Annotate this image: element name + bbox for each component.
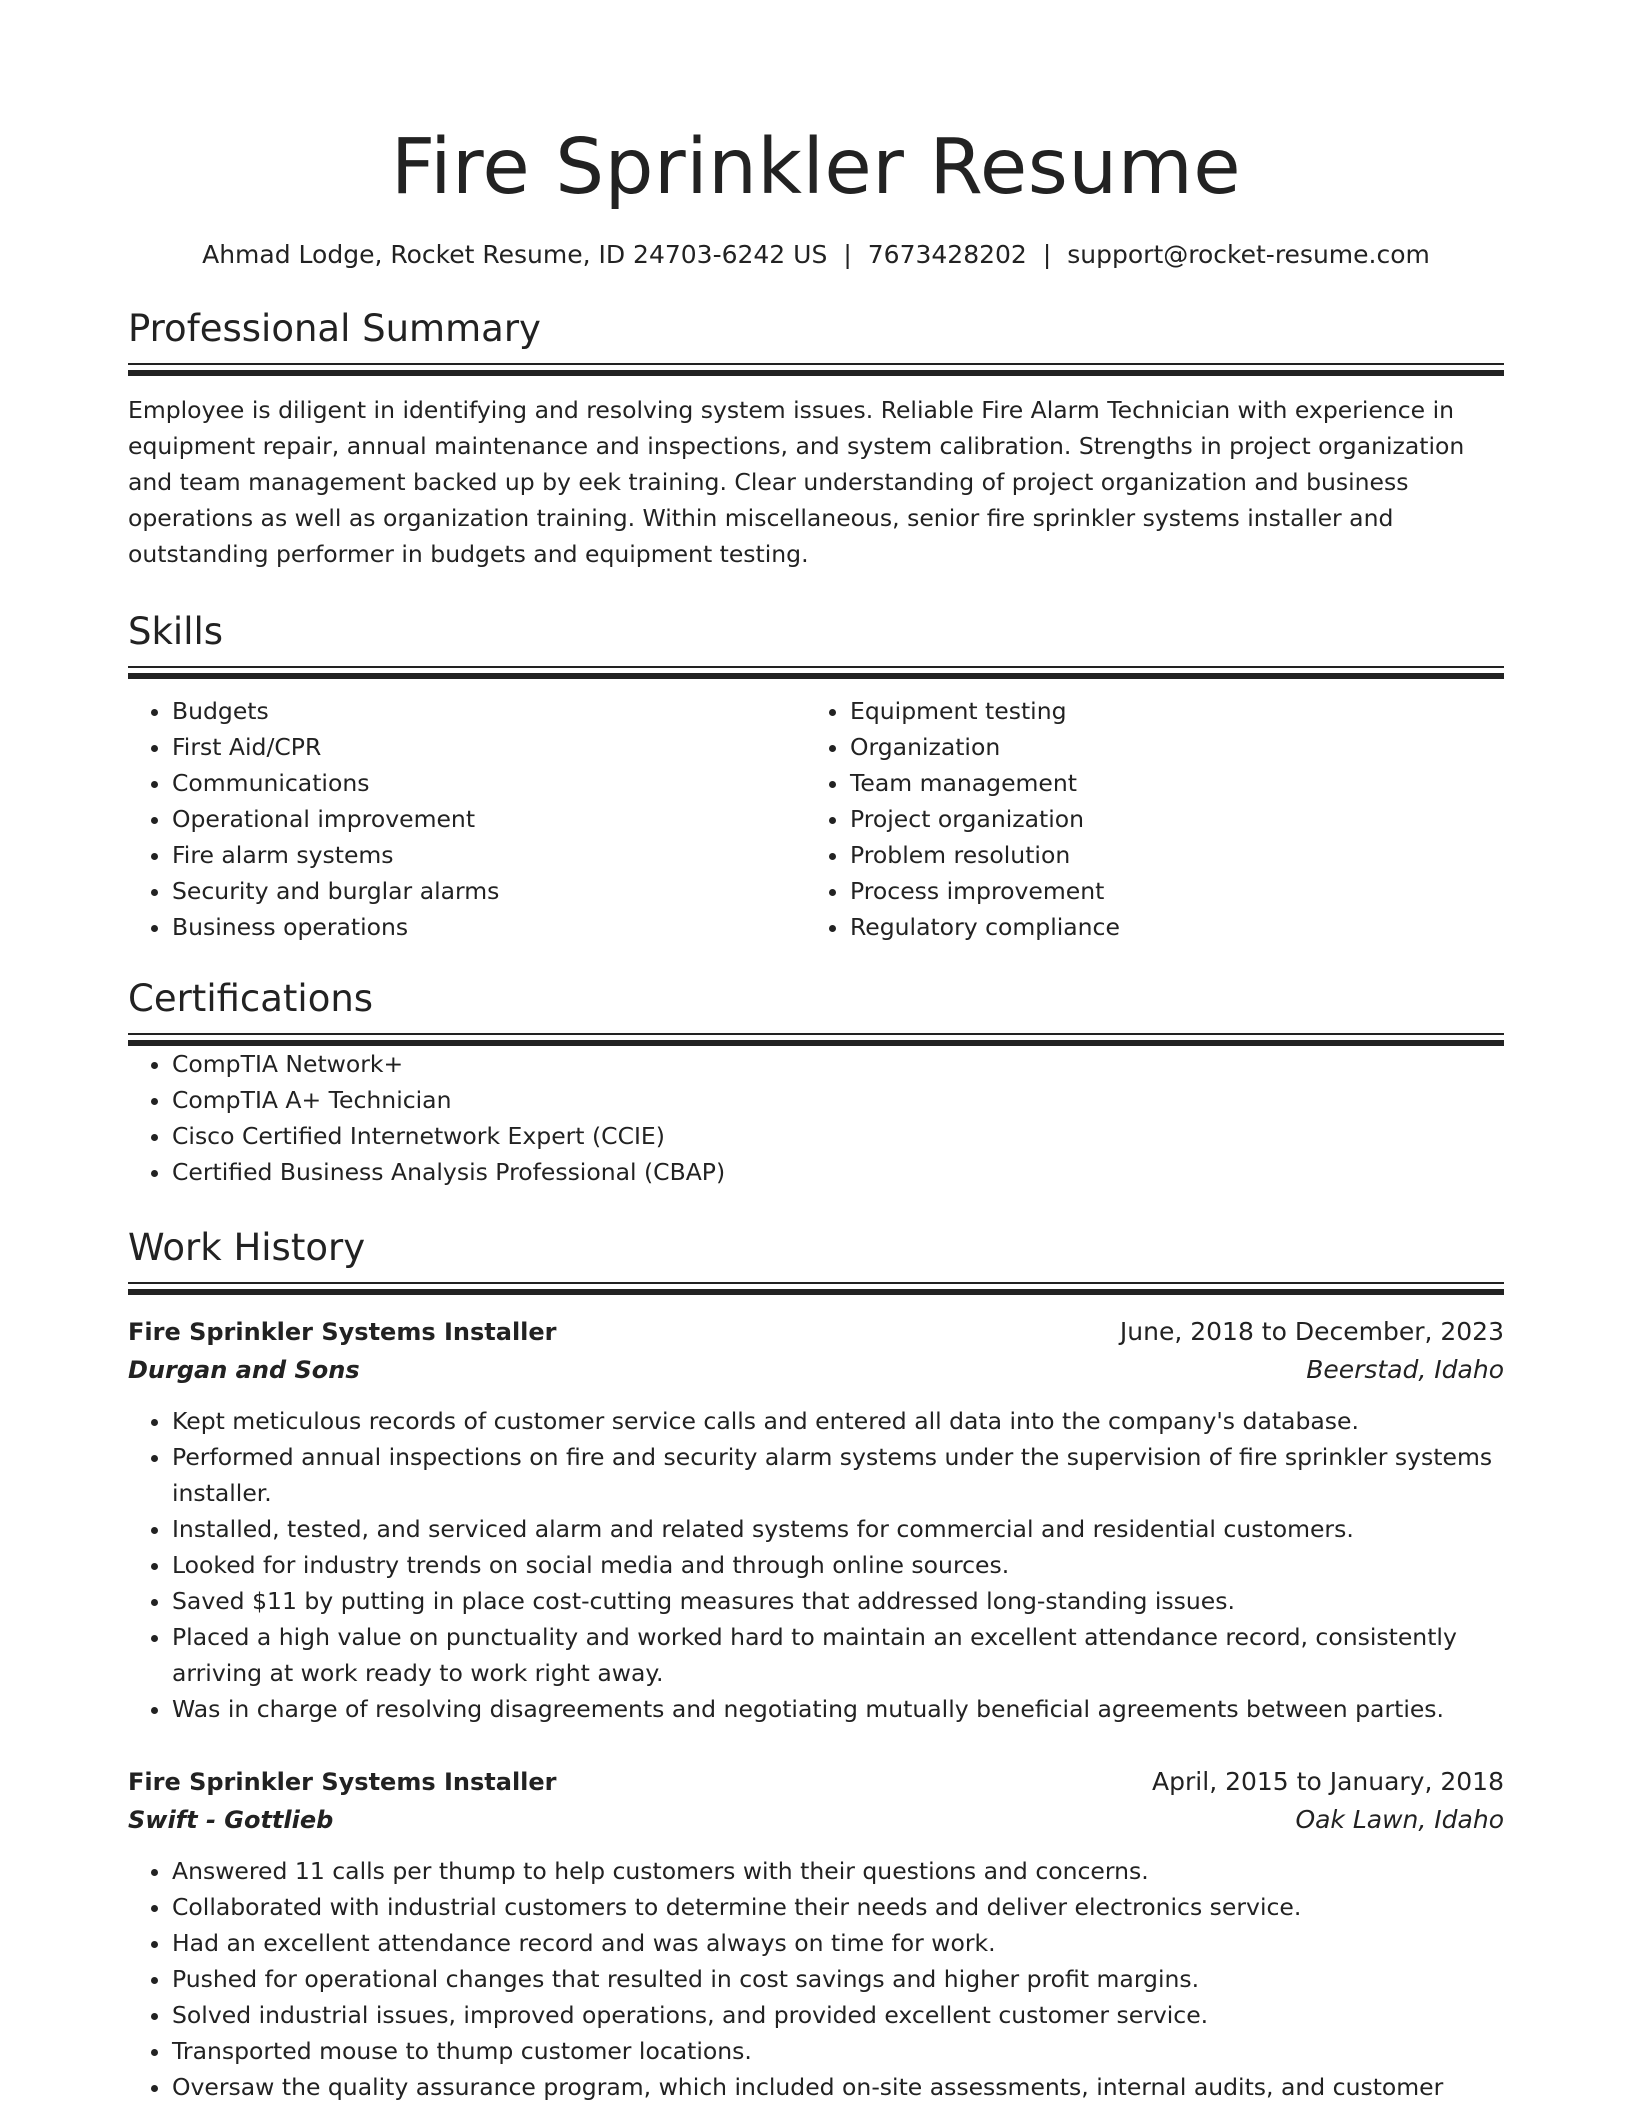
job-duty: • Saved $11 by putting in place cost-cutting measures that addressed long-standing issues. [172, 1583, 1504, 1619]
job-location: Beerstad, Idaho [1306, 1355, 1504, 1384]
skills-column-left [128, 693, 806, 945]
job-duty: • Pushed for operational changes that resulted in cost savings and higher profit margins. [172, 1961, 1504, 1997]
job-dates: June, 2018 to December, 2023 [1119, 1317, 1504, 1346]
skill-item: • Fire alarm systems [172, 837, 806, 873]
skill-item: • Operational improvement [172, 801, 806, 837]
resume-content [128, 118, 1504, 2105]
job-company: Swift - Gottlieb [128, 1806, 334, 1834]
contact-phone: 7673428202 [867, 240, 1027, 269]
job-duty: • Performed annual inspections on fire and security alarm systems under the supervision of fire sprinkler systems installer. [172, 1439, 1504, 1511]
work-history-heading: Work History [128, 1226, 366, 1269]
section-divider [128, 666, 1504, 668]
job-duty: • Placed a high value on punctuality and worked hard to maintain an excellent attendance record, consistently arriving at work ready to work right away. [172, 1619, 1504, 1691]
job-header-row [128, 1763, 1504, 1801]
section-divider [128, 1289, 1504, 1295]
section-divider [128, 1282, 1504, 1284]
skills-grid [128, 693, 1504, 945]
job-duty: • Kept meticulous records of customer service calls and entered all data into the company's database. [172, 1403, 1504, 1439]
section-divider [128, 370, 1504, 376]
contact-separator: | [843, 240, 852, 269]
job-duty: • Answered 11 calls per thump to help customers with their questions and concerns. [172, 1853, 1504, 1889]
resume-title: Fire Sprinkler Resume [390, 123, 1242, 212]
job-dates: April, 2015 to January, 2018 [1152, 1767, 1504, 1796]
skill-item: • Organization [850, 729, 1484, 765]
job-entry [128, 1313, 1504, 1727]
summary-section [128, 305, 1504, 572]
job-duty: • Transported mouse to thump customer locations. [172, 2033, 1504, 2069]
section-divider [128, 363, 1504, 365]
job-duty: • Oversaw the quality assurance program, which included on-site assessments, internal audits, and customer [172, 2069, 1504, 2105]
section-divider [128, 673, 1504, 679]
certification-item: • Cisco Certified Internetwork Expert (CCIE) [172, 1118, 1504, 1154]
skill-item: • Process improvement [850, 873, 1484, 909]
skill-item: • Business operations [172, 909, 806, 945]
summary-heading: Professional Summary [128, 307, 541, 350]
job-duty: • Collaborated with industrial customers to determine their needs and deliver electronics service. [172, 1889, 1504, 1925]
job-company-row [128, 1351, 1504, 1389]
skill-item: • Equipment testing [850, 693, 1484, 729]
skill-item: • Budgets [172, 693, 806, 729]
summary-text: Employee is diligent in identifying and resolving system issues. Reliable Fire Alarm Technician with experience in equipment repair, annual maintenance and inspections, and system calibration. Strengths in project organization and team management backed up by eek training. Clear understanding of project organization and business operations as well as organization training. Within miscellaneous, senior fire sprinkler systems installer and outstanding performer in budgets and equipment testing. [128, 396, 1465, 568]
job-company: Durgan and Sons [128, 1356, 360, 1384]
contact-separator: | [1042, 240, 1052, 269]
skill-item: • Security and burglar alarms [172, 873, 806, 909]
certifications-list [128, 1046, 1504, 1190]
job-duties-list [128, 1853, 1504, 2105]
job-duty: • Installed, tested, and serviced alarm and related systems for commercial and residential customers. [172, 1511, 1504, 1547]
skill-item: • Regulatory compliance [850, 909, 1484, 945]
job-location: Oak Lawn, Idaho [1295, 1805, 1504, 1834]
job-duty: • Solved industrial issues, improved operations, and provided excellent customer service. [172, 1997, 1504, 2033]
certification-item: • Certified Business Analysis Professional (CBAP) [172, 1154, 1504, 1190]
job-duties-list [128, 1403, 1504, 1727]
skills-list-left [128, 693, 806, 945]
certification-item: • CompTIA A+ Technician [172, 1082, 1504, 1118]
job-title: Fire Sprinkler Systems Installer [128, 1318, 557, 1346]
certifications-section [128, 975, 1504, 1190]
skills-list-right [806, 693, 1484, 945]
job-company-row [128, 1801, 1504, 1839]
job-entry [128, 1763, 1504, 2105]
work-history-section [128, 1224, 1504, 2105]
skills-heading: Skills [128, 610, 224, 653]
skill-item: • First Aid/CPR [172, 729, 806, 765]
section-divider [128, 1033, 1504, 1035]
job-duty: • Looked for industry trends on social media and through online sources. [172, 1547, 1504, 1583]
skills-section [128, 608, 1504, 945]
skills-column-right [806, 693, 1484, 945]
contact-email: support@rocket-resume.com [1067, 240, 1430, 269]
skill-item: • Communications [172, 765, 806, 801]
job-title: Fire Sprinkler Systems Installer [128, 1768, 557, 1796]
skill-item: • Project organization [850, 801, 1484, 837]
skill-item: • Team management [850, 765, 1484, 801]
job-duty: • Had an excellent attendance record and was always on time for work. [172, 1925, 1504, 1961]
contact-address: Ahmad Lodge, Rocket Resume, ID 24703-6242 US [202, 240, 828, 269]
certification-item: • CompTIA Network+ [172, 1046, 1504, 1082]
certifications-heading: Certifications [128, 977, 374, 1020]
skill-item: • Problem resolution [850, 837, 1484, 873]
job-duty: • Was in charge of resolving disagreements and negotiating mutually beneficial agreements between parties. [172, 1691, 1504, 1727]
contact-line [128, 239, 1504, 271]
job-header-row [128, 1313, 1504, 1351]
